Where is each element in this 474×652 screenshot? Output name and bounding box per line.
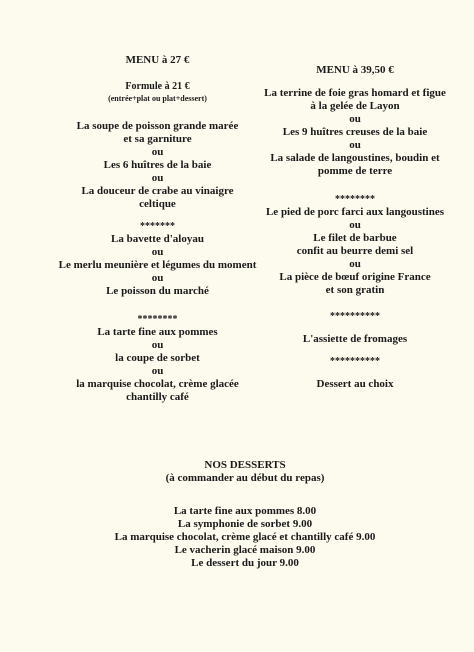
menu-item: confit au beurre demi sel <box>296 245 414 257</box>
or-text: ou <box>151 365 164 377</box>
menu-item: La salade de langoustines, boudin et <box>270 152 440 164</box>
menu-item: la coupe de sorbet <box>115 352 200 364</box>
menu-item: Les 9 huîtres creuses de la baie <box>282 126 428 138</box>
or-text: ou <box>349 139 361 151</box>
dessert-item: La tarte fine aux pommes 8.00 <box>173 505 317 517</box>
menu-item: chantilly café <box>126 391 189 403</box>
or-text: ou <box>151 246 164 258</box>
menu-39-mains <box>255 206 455 297</box>
menu-item: La tarte fine aux pommes <box>97 326 218 338</box>
menu-item: La douceur de crabe au vinaigre <box>81 185 234 197</box>
dessert-choice: Dessert au choix <box>316 378 394 390</box>
desserts-section <box>80 459 410 570</box>
separator: ********** <box>330 311 380 322</box>
or-text: ou <box>349 258 361 270</box>
menu-item: Le pied de porc farci aux langoustines <box>265 206 445 218</box>
or-text: ou <box>349 219 361 231</box>
menu-item: celtique <box>139 198 176 210</box>
menu-item: et son gratin <box>325 284 385 296</box>
desserts-list <box>80 505 410 570</box>
desserts-subtitle: (à commander au début du repas) <box>165 472 325 484</box>
menu-item: La soupe de poisson grande marée <box>76 120 239 132</box>
menu-27-column <box>45 54 270 404</box>
menu-39-column <box>255 64 455 391</box>
separator: ******** <box>335 194 375 205</box>
menu-39-starters <box>255 87 455 178</box>
menu-item: la marquise chocolat, crème glacée <box>76 378 239 390</box>
menu-27-mains <box>45 233 270 298</box>
menu-item: Les 6 huîtres de la baie <box>103 159 212 171</box>
menu-39-title: MENU à 39,50 € <box>316 64 394 76</box>
menu-27-title: MENU à 27 € <box>125 54 190 66</box>
menu-item: La pièce de bœuf origine France <box>279 271 431 283</box>
or-text: ou <box>151 146 164 158</box>
menu-item: à la gelée de Layon <box>310 100 400 112</box>
menu-item: La terrine de foie gras homard et figue <box>264 87 446 99</box>
menu-item: pomme de terre <box>317 165 393 177</box>
or-text: ou <box>151 339 164 351</box>
menu-item: Le filet de barbue <box>313 232 397 244</box>
menu-27-starters <box>45 120 270 211</box>
or-text: ou <box>151 172 164 184</box>
separator: ******** <box>137 314 178 325</box>
dessert-item: La symphonie de sorbet 9.00 <box>177 518 313 530</box>
separator: ********** <box>330 356 380 367</box>
dessert-item: Le vacherin glacé maison 9.00 <box>174 544 316 556</box>
menu-27-desserts <box>45 326 270 404</box>
desserts-title: NOS DESSERTS <box>204 459 286 471</box>
formula-title: Formule à 21 € <box>125 81 190 92</box>
formula-note: (entrée+plat ou plat+dessert) <box>108 94 207 103</box>
menu-item: Le merlu meunière et légumes du moment <box>58 259 257 271</box>
separator: ******* <box>140 221 175 232</box>
dessert-item: Le dessert du jour 9.00 <box>191 557 299 569</box>
cheese-course: L'assiette de fromages <box>302 333 408 345</box>
dessert-item: La marquise chocolat, crème glacé et chantilly café 9.00 <box>114 531 376 543</box>
menu-item: et sa garniture <box>123 133 192 145</box>
menu-item: Le poisson du marché <box>106 285 209 297</box>
or-text: ou <box>151 272 164 284</box>
menu-item: La bavette d'aloyau <box>111 233 204 245</box>
or-text: ou <box>349 113 361 125</box>
